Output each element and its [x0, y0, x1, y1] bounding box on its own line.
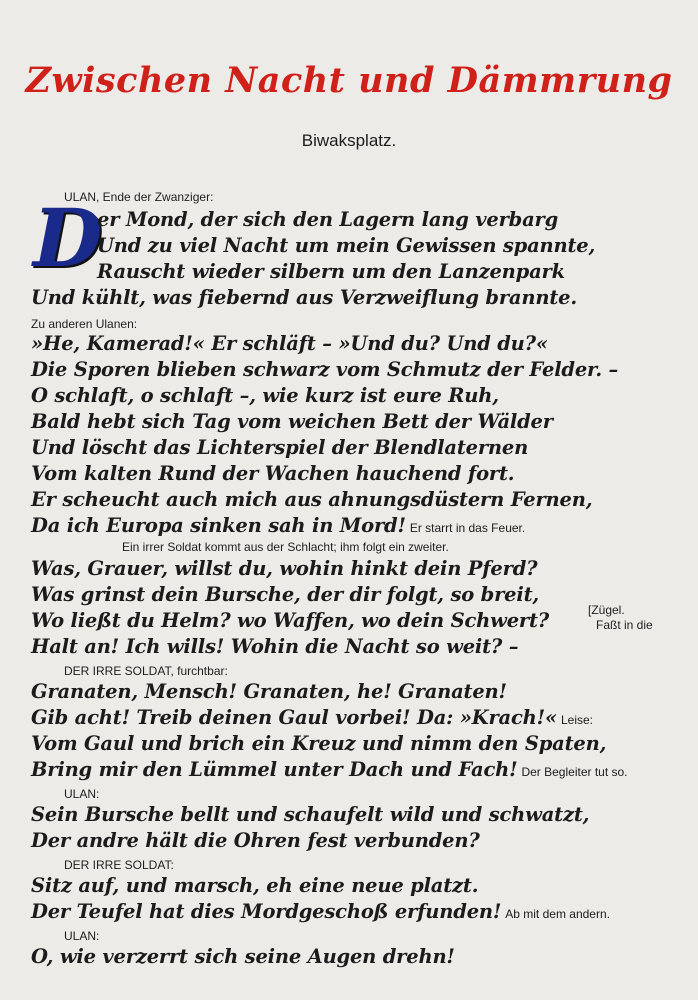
verse-text: Da ich Europa sinken sah in Mord!: [31, 514, 406, 537]
verse-line: er Mond, der sich den Lagern lang verbarg: [97, 208, 559, 231]
scene-heading: Biwaksplatz.: [301, 131, 397, 150]
verse-line: Sitz auf, und marsch, eh eine neue platzt.: [31, 874, 479, 897]
stage-direction: Ein irrer Soldat kommt aus der Schlacht; ihm folgt ein zweiter.: [122, 540, 449, 554]
verse-line: Wo ließt du Helm? wo Waffen, wo dein Schwert?: [31, 609, 550, 632]
verse-line: Die Sporen blieben schwarz vom Schmutz der Felder. –: [31, 358, 619, 381]
stage-direction: Faßt in die: [596, 618, 653, 632]
drop-cap: D: [33, 191, 103, 285]
speaker-direction: DER IRRE SOLDAT, furchtbar:: [64, 664, 228, 678]
verse-line: Vom Gaul und brich ein Kreuz und nimm den Spaten,: [31, 732, 607, 755]
verse-line: Was, Grauer, willst du, wohin hinkt dein Pferd?: [31, 557, 538, 580]
verse-line: Und kühlt, was fiebernd aus Verzweiflung brannte.: [31, 286, 577, 309]
verse-line: Rauscht wieder silbern um den Lanzenpark: [97, 260, 565, 283]
verse-line: Was grinst dein Bursche, der dir folgt, so breit,: [31, 583, 539, 606]
verse-line: O schlaft, o schlaft –, wie kurz ist eure Ruh,: [31, 384, 499, 407]
verse-line: Und löscht das Lichterspiel der Blendlaternen: [31, 436, 529, 459]
stage-direction: Der Begleiter tut so.: [521, 765, 628, 779]
verse-line: Und zu viel Nacht um mein Gewissen spannte,: [97, 234, 596, 257]
verse-line: [31, 516, 525, 536]
speaker-direction: ULAN:: [64, 787, 100, 801]
verse-line: Er scheucht auch mich aus ahnungsdüstern Fernen,: [31, 488, 593, 511]
verse-line: Der andre hält die Ohren fest verbunden?: [31, 829, 480, 852]
stage-direction: [Zügel.: [588, 603, 625, 617]
verse-line: Vom kalten Rund der Wachen hauchend fort.: [31, 462, 515, 485]
verse-line: Halt an! Ich wills! Wohin die Nacht so weit? –: [31, 635, 519, 658]
verse-line: Granaten, Mensch! Granaten, he! Granaten!: [31, 680, 507, 703]
page-title: Zwischen Nacht und Dämmrung: [25, 60, 673, 101]
speaker-direction: Zu anderen Ulanen:: [31, 317, 138, 331]
stage-direction: Er starrt in das Feuer.: [409, 521, 526, 535]
verse-line: [31, 708, 593, 728]
speaker-direction: ULAN:: [64, 929, 100, 943]
speaker-direction: DER IRRE SOLDAT:: [64, 858, 174, 872]
speaker-direction: ULAN, Ende der Zwanziger:: [64, 190, 214, 204]
verse-line: [31, 902, 610, 922]
verse-text: Der Teufel hat dies Mordgeschoß erfunden!: [31, 900, 502, 923]
verse-text: Bring mir den Lümmel unter Dach und Fach!: [31, 758, 518, 781]
verse-line: O, wie verzerrt sich seine Augen drehn!: [31, 945, 455, 968]
verse-line: Bald hebt sich Tag vom weichen Bett der Wälder: [31, 410, 553, 433]
verse-line: »He, Kamerad!« Er schläft – »Und du? Und du?«: [31, 332, 548, 355]
verse-line: Sein Bursche bellt und schaufelt wild und schwatzt,: [31, 803, 590, 826]
stage-direction: Ab mit dem andern.: [505, 907, 610, 921]
verse-text: Gib acht! Treib deinen Gaul vorbei! Da: »Krach!«: [31, 706, 557, 729]
verse-line: [31, 760, 628, 780]
stage-direction: Leise:: [560, 713, 594, 727]
